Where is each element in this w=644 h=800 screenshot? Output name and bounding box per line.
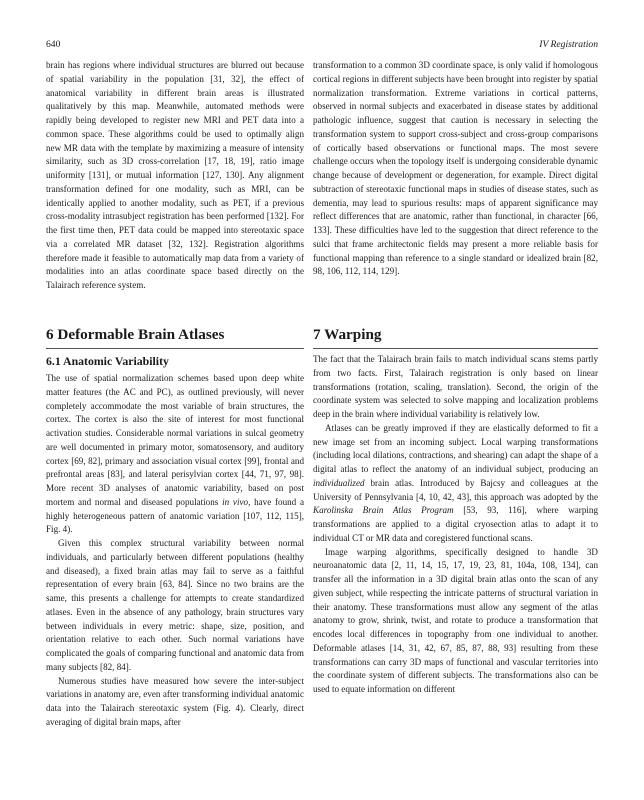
section-7-heading: 7 Warping [313,326,598,349]
section-6-column [46,326,304,730]
running-title: IV Registration [539,39,598,50]
top-right-column [313,59,598,279]
paragraph: The use of spatial normalization schemes based upon deep white matter features (the AC and PC), as outlined previously, will never completely accommodate the most variable of brain structures, the cortex. The cortex is also the site of interest for most functional activation studies. Considerable normal variations in sulcal geometry are well documented in primary motor, somatosensory, and auditory cortex [69, 82], primary and association visual cortex [99], frontal and prefrontal areas [83], and lateral perisylvian cortex [44, 71, 97, 98]. More recent 3D analyses of anatomic variability, based on post mortem and normal and diseased populations in vivo, have found a highly heterogeneous pattern of anatomic variation [107, 112, 115], Fig. 4). [46,373,305,535]
paragraph: The fact that the Talairach brain fails to match individual scans stems partly from two facts. First, Talairach registration is only based on linear transformations (rotation, scaling, translation). Second, the origin of the coordinate system was selected to solve mapping and localization problems deep in the brain where individual variability is relatively low. [313,354,598,419]
page-header [46,38,598,52]
paragraph: brain has regions where individual structures are blurred out because of spatial variability in the population [31, 32], the effect of anatomical variability in different brain areas is illustrated qualitatively by this map. Meanwhile, automated methods were rapidly being developed to register new MRI and PET data into a common space. These algorithms could be used to optimally align new MR data with the template by maximizing a measure of intensity similarity, such as 3D cross-correlation [17, 18, 19], ratio image uniformity [131], or mutual information [127, 130]. Any alignment transformation defined for one modality, such as MRI, can be identically applied to another modality, such as PET, if a previous cross-modality intrasubject registration has been performed [132]. For the first time then, PET data could be mapped into stereotaxic space via a correlated MR dataset [32, 132]. Registration algorithms therefore made it feasible to automatically map data from a variety of modalities into an atlas coordinate space based directly on the Talairach reference system. [46,60,304,290]
subsection-6-1-heading: 6.1 Anatomic Variability [46,354,169,368]
paragraph: transformation to a common 3D coordinate space, is only valid if homologous cortical regions in different subjects have been brought into register by spatial normalization transformation. Extreme variations in cortical patterns, observed in normal subjects and exacerbated in disease states by additional pathologic influence, suggest that caution is necessary in selecting the transformation system to support cross-subject and cross-group comparisons of cortically based observations or functional maps. The most severe challenge occurs when the topology itself is undergoing considerable dynamic change because of development or degeneration, for example. Direct digital subtraction of stereotaxic functional maps in studies of disease states, such as dementia, may lead to spurious results: maps of apparent significance may reflect differences that are anatomic, rather than functional, in character [66, 133]. These difficulties have led to the suggestion that direct reference to the sulci that frame architectonic fields may present a more reliable basis for functional mapping than reference to a single standard or idealized brain [82, 98, 106, 112, 114, 129]. [313,60,598,277]
paragraph: Atlases can be greatly improved if they are elastically deformed to fit a new image set from an incoming subject. Local warping transformations (including local dilations, contractions, and shearing) can adapt the shape of a digital atlas to reflect the anatomy of an individual subject, producing an individualized brain atlas. Introduced by Bajcsy and colleagues at the University of Pennsylvania [4, 10, 42, 43], this approach was adopted by the Karolinska Brain Atlas Program [53, 93, 116], where warping transformations are applied to a digital cryosection atlas to adapt it to individual CT or MR data and coregistered functional scans. [313,422,598,543]
page-number: 640 [46,39,61,50]
paragraph: Image warping algorithms, specifically designed to handle 3D neuroanatomic data [2, 11, 14, 15, 17, 19, 23, 81, 104a, 108, 134], can transfer all the information in a 3D digital brain atlas onto the scan of any given subject, while respecting the intricate patterns of structural variation in their anatomy. These transformations must allow any segment of the atlas anatomy to grow, shrink, twist, and rotate to produce a transformation that encodes local differences in topography from one individual to another. Deformable atlases [14, 31, 42, 67, 85, 87, 88, 93] resulting from these transformations can carry 3D maps of functional and vascular territories into the coordinate system of different subjects. The transformations also can be used to equate information on different [313,546,598,694]
section-6-heading: 6 Deformable Brain Atlases [46,326,304,349]
section-7-column [313,326,598,697]
paragraph: Numerous studies have measured how severe the inter-subject variations in anatomy are, even after transforming individual anatomic data into the Talairach stereotaxic system (Fig. 4). Clearly, direct averaging of digital brain maps, after [46,675,304,727]
top-left-column [46,59,304,293]
paragraph: Given this complex structural variability between normal individuals, and particularly between different populations (healthy and diseased), a fixed brain atlas may fail to serve as a faithful representation of every brain [63, 84]. Since no two brains are the same, this presents a challenge for attempts to create standardized atlases. Even in the absence of any pathology, brain structures vary between individuals in every metric: shape, size, position, and orientation relative to each other. Such normal variations have complicated the goals of comparing functional and anatomic data from many subjects [82, 84]. [46,538,304,672]
